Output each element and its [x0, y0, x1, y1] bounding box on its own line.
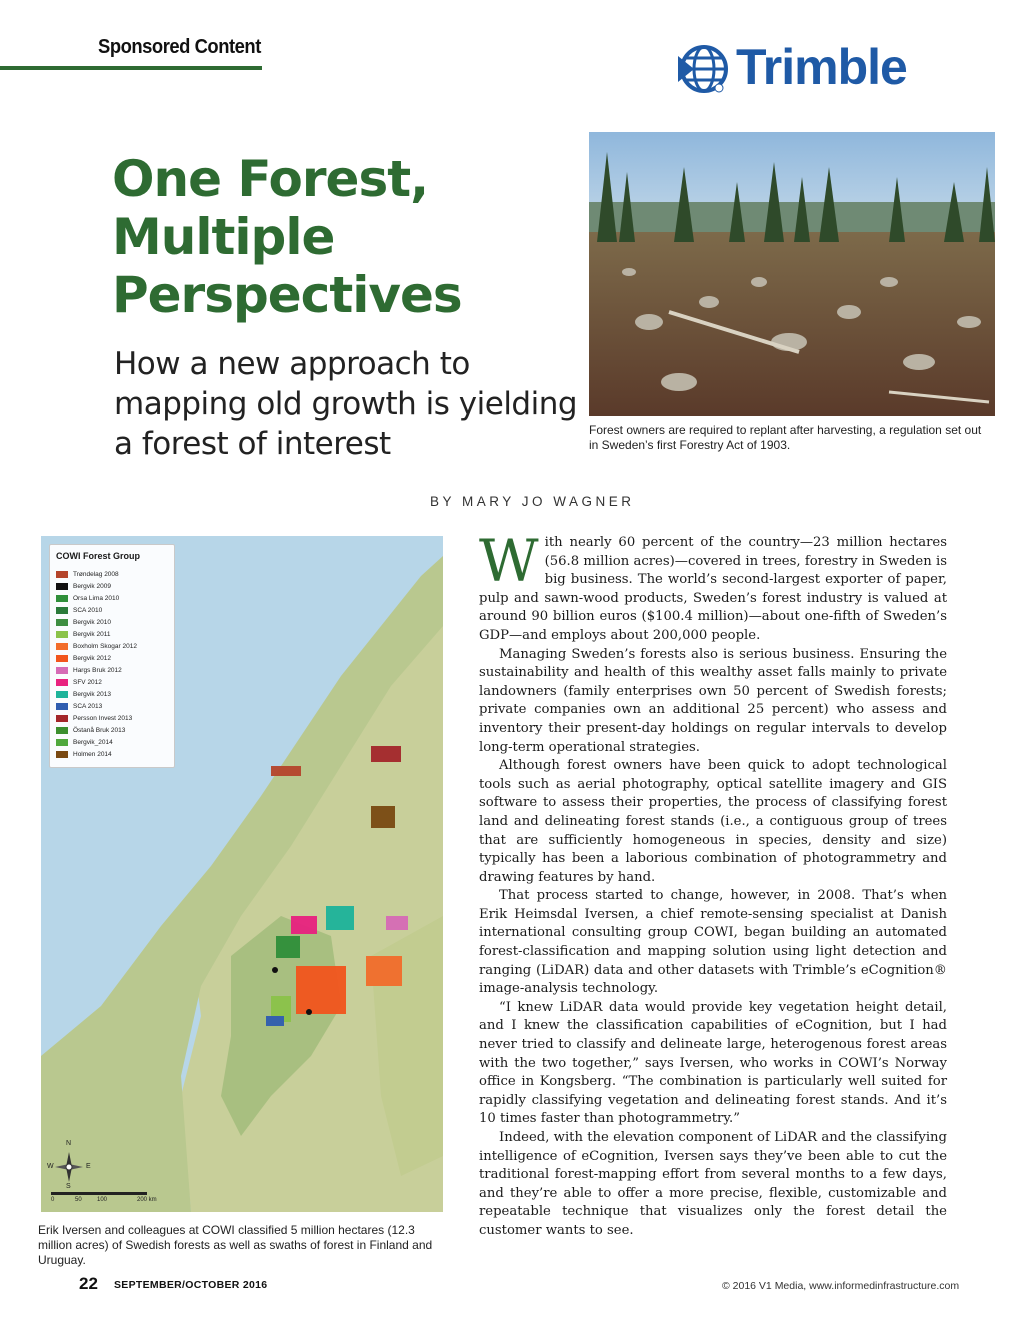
photo-caption: Forest owners are required to replant after harvesting, a regulation set out in Sweden’s first Forestry Act of 1903.: [589, 423, 982, 452]
paragraph: Although forest owners have been quick to adopt technological tools such as aerial photography, optical satellite imagery and GIS software to assess their properties, the process of classifying forest land and delineating forest stands (i.e., a contiguous group of trees that are sufficiently homogeneous in species, density and size) typically has been a laborious combination of photogrammetry and drawing features by hand.: [479, 758, 947, 885]
legend-item: [56, 629, 110, 639]
legend-swatch: [56, 715, 68, 722]
legend-title: COWI Forest Group: [56, 551, 140, 561]
subtitle-line: How a new approach to: [114, 346, 470, 382]
byline: BY MARY JO WAGNER: [430, 494, 635, 509]
title-line: Perspectives: [112, 266, 462, 324]
legend-label: SCA 2013: [73, 702, 103, 710]
compass-east: E: [86, 1163, 91, 1170]
legend-swatch: [56, 595, 68, 602]
map-caption: Erik Iversen and colleagues at COWI classified 5 million hectares (12.3 million acres) of Swedish forests as well as swaths of forest in Finland and Uruguay.: [38, 1223, 433, 1267]
legend-swatch: [56, 751, 68, 758]
legend-label: SFV 2012: [73, 678, 102, 686]
legend-label: Bergvik 2009: [73, 582, 111, 590]
legend-item: [56, 677, 102, 687]
page-number: 22: [79, 1274, 98, 1293]
compass-north: N: [66, 1140, 72, 1147]
legend-label: Holmen 2014: [73, 750, 112, 758]
title-line: One Forest,: [112, 150, 429, 208]
drop-cap: W: [479, 527, 539, 595]
legend-swatch: [56, 739, 68, 746]
legend-label: Bergvik 2013: [73, 690, 111, 698]
legend-swatch: [56, 691, 68, 698]
copyright: © 2016 V1 Media, www.informedinfrastructure.com: [722, 1280, 960, 1292]
legend-item: [56, 617, 111, 627]
trimble-logo: [676, 40, 926, 102]
legend-item: [56, 641, 137, 651]
legend-item: [56, 725, 125, 735]
compass-west: W: [47, 1163, 54, 1170]
forest-photo: [589, 132, 995, 416]
legend-label: Orsa Lima 2010: [73, 594, 120, 602]
map-legend: [49, 544, 175, 768]
issue-date: SEPTEMBER/OCTOBER 2016: [114, 1279, 268, 1291]
legend-label: Trøndelag 2008: [73, 570, 119, 578]
legend-swatch: [56, 583, 68, 590]
article-body: [479, 527, 947, 1241]
legend-item: [56, 605, 102, 615]
legend-item: [56, 749, 112, 759]
scale-label: 200 km: [137, 1197, 157, 1203]
legend-label: Östanå Bruk 2013: [73, 726, 126, 734]
header-rule: [0, 66, 262, 70]
legend-swatch: [56, 703, 68, 710]
legend-item: [56, 701, 102, 711]
legend-label: Bergvik 2010: [73, 618, 111, 626]
legend-label: SCA 2010: [73, 606, 103, 614]
legend-label: Bergvik 2011: [73, 630, 111, 638]
map-scale-bar: [51, 1192, 171, 1206]
compass-rose-icon: [47, 1140, 91, 1190]
legend-label: Hargs Bruk 2012: [73, 666, 122, 674]
legend-item: [56, 737, 113, 747]
paragraph: [479, 527, 947, 646]
compass-south: S: [66, 1183, 71, 1190]
legend-label: Bergvik_2014: [73, 738, 113, 746]
paragraph: Indeed, with the elevation component of LiDAR and the classifying intelligence of eCognition, Iversen says they’ve been able to cut the traditional forest-mapping effort from several months to a few days, and they’re able to offer a more precise, flexible, customizable and repeatable technique that visualizes only the forest detail the customer wants to see.: [479, 1130, 947, 1238]
scale-bar-line: [51, 1192, 147, 1195]
brand-name: Trimble: [736, 39, 907, 95]
scale-label: 50: [75, 1197, 82, 1203]
scale-label: 100: [97, 1197, 108, 1203]
subtitle-line: a forest of interest: [114, 426, 391, 462]
legend-swatch: [56, 679, 68, 686]
legend-swatch: [56, 571, 68, 578]
legend-swatch: [56, 655, 68, 662]
legend-label: Bergvik 2012: [73, 654, 111, 662]
legend-item: [56, 653, 111, 663]
paragraph: “I knew LiDAR data would provide key vegetation height detail, and I knew the classification capabilities of eCognition, but I had never tried to classify and delineate large, heterogenous forest areas with the two together,” says Iversen, who works in COWI’s Norway office in Kongsberg. “The combination is particularly well suited for rapidly classifying vegetation and delineating forest stands. And it’s 10 times faster than photogrammetry.”: [479, 999, 947, 1127]
sponsored-label: Sponsored Content: [98, 36, 261, 58]
article-subtitle: [114, 344, 578, 464]
title-line: Multiple: [112, 208, 335, 266]
paragraph: Managing Sweden’s forests also is serious business. Ensuring the sustainability and health of this wealthy asset falls mainly to private landowners (family enterprises own 50 percent of Swedish forests; private companies own an additional 25 percent) who assess and inventory their present-day holdings on regular intervals to develop long-term operational strategies.: [479, 646, 947, 755]
legend-swatch: [56, 619, 68, 626]
paragraph-text: ith nearly 60 percent of the country—23 million hectares (56.8 million acres)—covered in trees, forestry in Sweden is big business. The world’s second-largest exporter of paper, pulp and sawn-wood products, Sweden’s forest industry is valued at around 90 billion euros ($100.4 million)—about one-fifth of Sweden’s GDP—and employs about 200,000 people.: [479, 535, 947, 643]
legend-swatch: [56, 667, 68, 674]
legend-swatch: [56, 727, 68, 734]
legend-item: [56, 569, 119, 579]
scale-label: 0: [51, 1197, 55, 1203]
legend-swatch: [56, 643, 68, 650]
legend-item: [56, 593, 119, 603]
legend-label: Boxholm Skogar 2012: [73, 642, 137, 650]
subtitle-line: mapping old growth is yielding: [114, 386, 578, 422]
legend-swatch: [56, 631, 68, 638]
forest-map: [41, 536, 443, 1212]
paragraph: That process started to change, however, in 2008. That’s when Erik Heimsdal Iversen, a chief remote-sensing specialist at Danish international consulting group COWI, began building an automated forest-classification and mapping solution using light detection and ranging (LiDAR) data and other datasets with Trimble’s eCognition® image-analysis technology.: [479, 888, 947, 997]
globe-icon: [676, 40, 732, 98]
legend-swatch: [56, 607, 68, 614]
legend-item: [56, 665, 122, 675]
article-title: [112, 150, 572, 324]
legend-item: [56, 689, 111, 699]
legend-label: Persson Invest 2013: [73, 714, 133, 722]
legend-item: [56, 581, 111, 591]
legend-item: [56, 713, 132, 723]
